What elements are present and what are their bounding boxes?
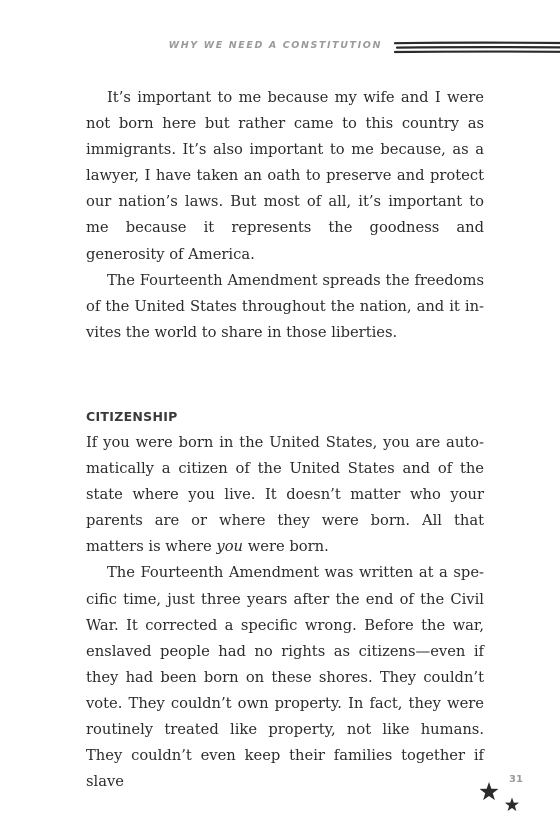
paragraph-3 bbox=[86, 430, 484, 560]
running-header bbox=[0, 38, 560, 58]
page-number: 31 bbox=[509, 774, 523, 785]
paragraph-1: It’s important to me because my wife and I were not born here but rather came to this country as immigrants. It’s also important to me because, as a lawyer, I have taken an oath to preserve and protect our nation’s laws. But most of all, it’s important to me because it represents the goodness and generosity of America. bbox=[86, 89, 484, 263]
emphasis-you: you bbox=[216, 538, 244, 556]
paragraph-4: The Fourteenth Amendment was written at a specific time, just three years after the end of the Civil War. It corrected a specific wrong. Before the war, enslaved people had no rights as citizens—even if they had been born on these shores. They couldn’t vote. They couldn’t own property. In fact, they were routinely treated like property, not like humans. They couldn’t even keep their families together if slave bbox=[86, 564, 484, 791]
paragraph-3-tail: were born. bbox=[243, 538, 329, 556]
paragraph-2: The Fourteenth Amendment spreads the freedoms of the United States throughout the nation, and it invites the world to share in those liberties. bbox=[86, 271, 484, 341]
header-rule-lines bbox=[393, 41, 560, 55]
paragraph-3-text: If you were born in the United States, you are automatically a citizen of the United States and of the state where you live. It doesn’t matter who your parents are or where they were born. All that matters is where bbox=[86, 433, 484, 556]
section-heading: CITIZENSHIP bbox=[86, 408, 178, 424]
page-body bbox=[86, 85, 484, 795]
running-title: WHY WE NEED A CONSTITUTION bbox=[168, 40, 382, 51]
